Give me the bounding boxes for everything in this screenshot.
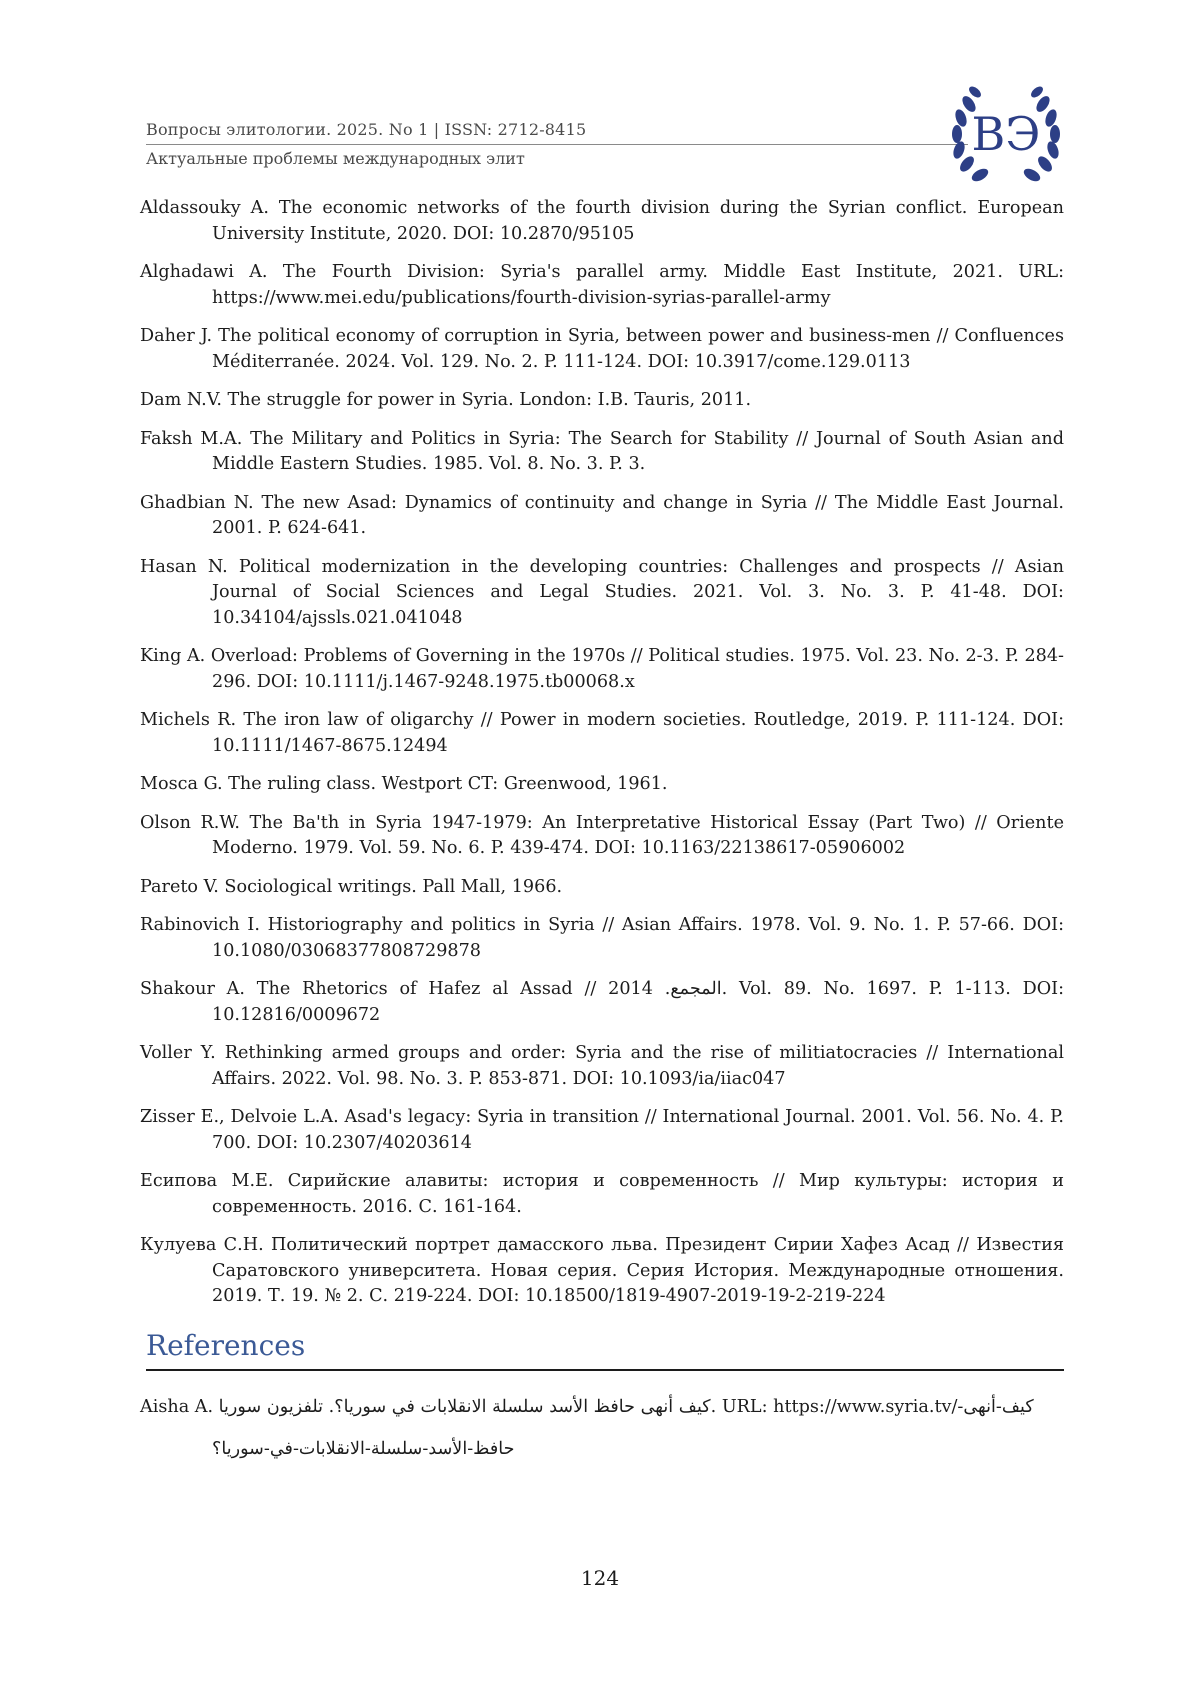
reference-list	[140, 196, 1064, 1323]
reference-item-aisha	[140, 1393, 1064, 1463]
reference-item: Кулуева С.Н. Политический портрет дамасского льва. Президент Сирии Хафез Асад // Известия Саратовского университета. Новая серия. Серия История. Международные отношения. 2019. Т. 19. № 2. С. 219-224. DOI: 10.18500/1819-4907-2019-19-2-219-224	[140, 1235, 1064, 1306]
journal-logo	[947, 78, 1065, 190]
reference-item: Zisser E., Delvoie L.A. Asad's legacy: Syria in transition // International Journal. 2001. Vol. 56. No. 4. P. 700. DOI: 10.2307/40203614	[140, 1107, 1064, 1153]
reference-item: Pareto V. Sociological writings. Pall Mall, 1966.	[140, 876, 563, 897]
reference-item: Dam N.V. The struggle for power in Syria. London: I.B. Tauris, 2011.	[140, 390, 752, 410]
reference-item: Olson R.W. The Ba'th in Syria 1947-1979: An Interpretative Historical Essay (Part Two) // Oriente Moderno. 1979. Vol. 59. No. 6. P. 439-474. DOI: 10.1163/22138617-05906002	[140, 812, 1064, 858]
journal-info: Вопросы элитологии. 2025. No 1 | ISSN: 2712-8415	[146, 120, 587, 139]
reference-item: Ghadbian N. The new Asad: Dynamics of continuity and change in Syria // The Middle East Journal. 2001. P. 624-641.	[140, 492, 1064, 538]
reference-item: Voller Y. Rethinking armed groups and order: Syria and the rise of militiatocracies // International Affairs. 2022. Vol. 98. No. 3. P. 853-871. DOI: 10.1093/ia/iiac047	[140, 1043, 1064, 1089]
reference-url-arabic-2: حافظ-الأسد-سلسلة-الانقلابات-في-سوريا؟	[212, 1439, 515, 1459]
journal-section: Актуальные проблемы международных элит	[146, 149, 525, 168]
reference-url-arabic-1: كيف-أنهى	[963, 1397, 1034, 1417]
reference-item: Rabinovich I. Historiography and politics in Syria // Asian Affairs. 1978. Vol. 9. No. 1. P. 57-66. DOI: 10.1080/03068377808729878	[140, 915, 1064, 961]
reference-author: Aisha A.	[140, 1397, 214, 1417]
reference-item: King A. Overload: Problems of Governing in the 1970s // Political studies. 1975. Vol. 23. No. 2-3. P. 284-296. DOI: 10.1111/j.1467-9248.1975.tb00068.x	[140, 646, 1064, 692]
reference-arabic-title: كيف أنهى حافظ الأسد سلسلة الانقلابات في سوريا؟. تلفزيون سوريا	[218, 1397, 711, 1417]
header-divider	[146, 144, 968, 145]
page-number: 124	[580, 1566, 620, 1590]
reference-item: Michels R. The iron law of oligarchy // Power in modern societies. Routledge, 2019. P. 111-124. DOI: 10.1111/1467-8675.12494	[140, 710, 1064, 756]
logo-monogram: ВЭ	[971, 107, 1041, 161]
reference-item: Shakour A. The Rhetorics of Hafez al Assad // 2014 .المجمع. Vol. 89. No. 1697. P. 1-113. DOI: 10.12816/0009672	[140, 979, 1064, 1025]
running-header	[146, 118, 946, 170]
reference-item: Hasan N. Political modernization in the developing countries: Challenges and prospects // Asian Journal of Social Sciences and Legal Studies. 2021. Vol. 3. No. 3. P. 41-48. DOI: 10.34104/ajssls.021.041048	[140, 556, 1064, 628]
reference-item: Faksh M.A. The Military and Politics in Syria: The Search for Stability // Journal of South Asian and Middle Eastern Studies. 1985. Vol. 8. No. 3. P. 3.	[140, 428, 1064, 474]
heading-underline	[146, 1369, 1064, 1371]
reference-item: Alghadawi A. The Fourth Division: Syria's parallel army. Middle East Institute, 2021. URL: https://www.mei.edu/publications/fourth-division-syrias-parallel-army	[140, 262, 1064, 308]
reference-item: Daher J. The political economy of corruption in Syria, between power and business-men // Confluences Méditerranée. 2024. Vol. 129. No. 2. P. 111-124. DOI: 10.3917/come.129.0113	[140, 326, 1064, 372]
references-heading: References	[146, 1329, 306, 1362]
reference-url-prefix: . URL: https://www.syria.tv/-	[710, 1397, 964, 1417]
reference-item: Mosca G. The ruling class. Westport CT: Greenwood, 1961.	[140, 774, 668, 794]
reference-item: Aldassouky A. The economic networks of the fourth division during the Syrian conflict. European University Institute, 2020. DOI: 10.2870/95105	[140, 198, 1064, 244]
reference-item: Есипова М.Е. Сирийские алавиты: история и современность // Мир культуры: история и современность. 2016. С. 161-164.	[140, 1171, 1064, 1217]
